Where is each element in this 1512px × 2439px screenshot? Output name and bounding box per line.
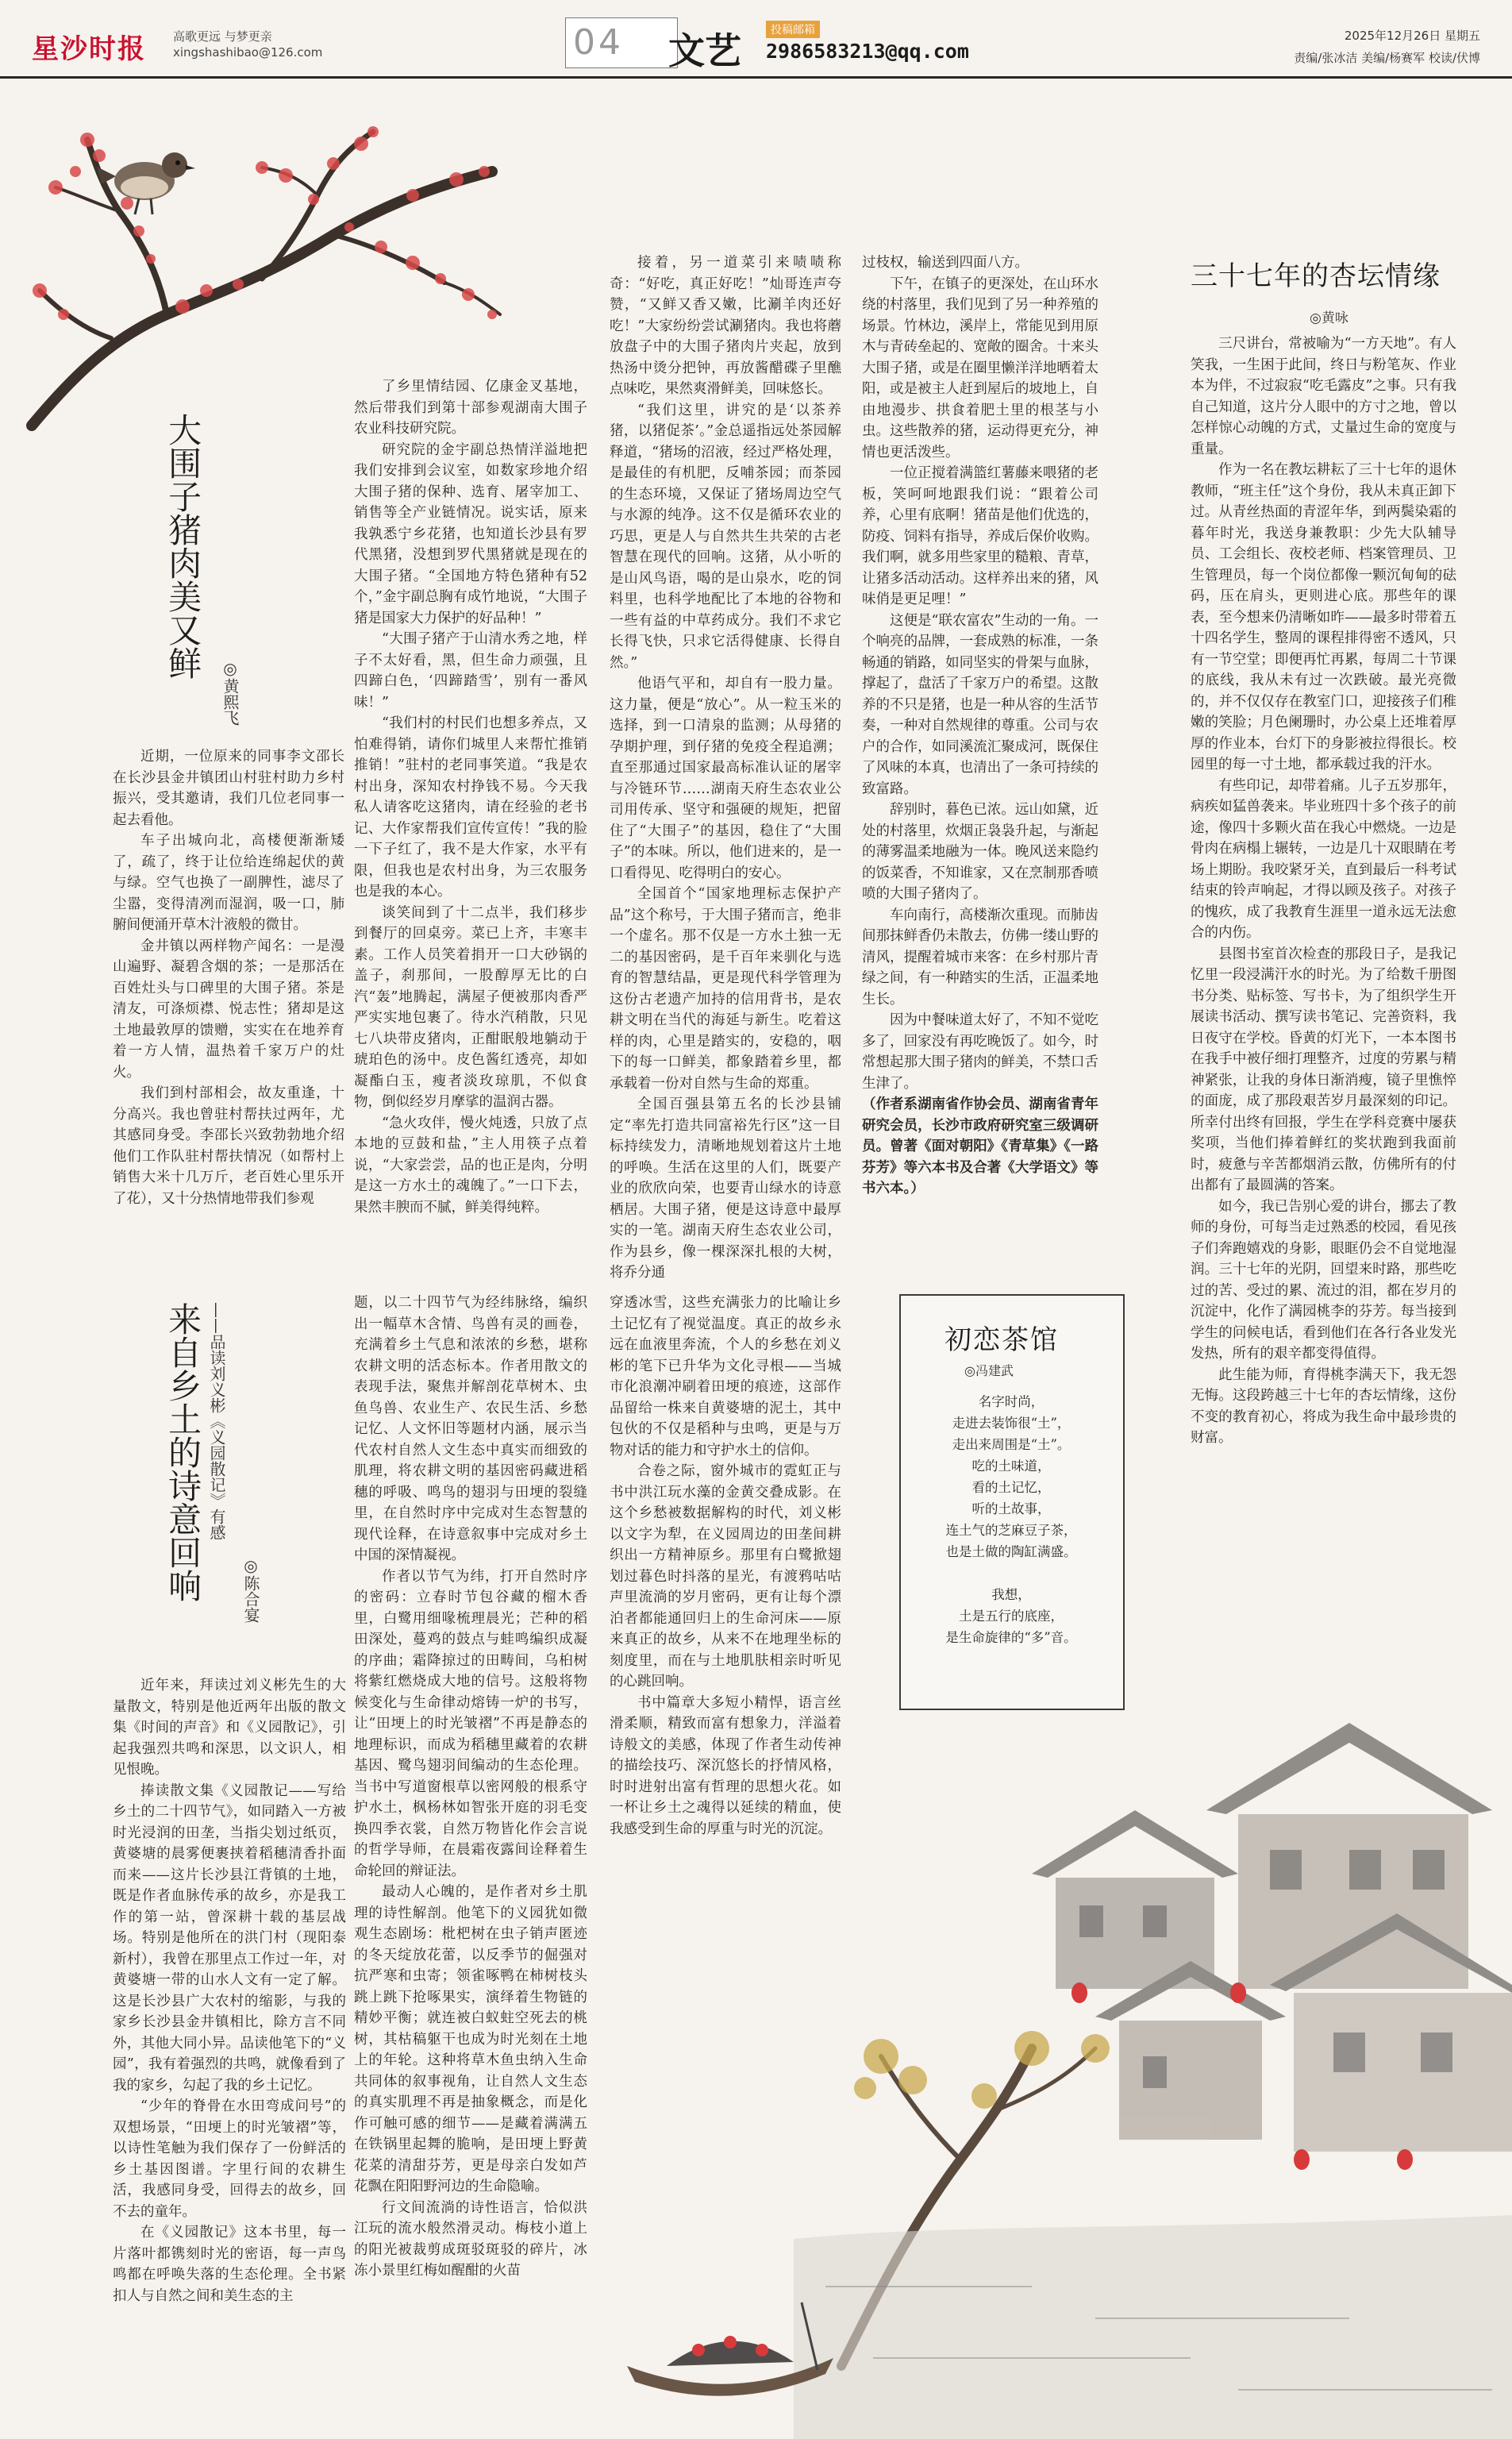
paragraph: 三尺讲台，常被喻为“一方天地”。有人笑我，一生困于此间，终日与粉笔灰、作业本为伴，不过寂寂“吃毛露皮”之事。只有我自己知道，这片分人眼中的方寸之地，曾以怎样惊心动魄的方式，丈量过生命的宽度与重量。	[1191, 336, 1456, 457]
article4-title: 初恋茶馆	[945, 1324, 1059, 1356]
issue-date: 2025年12月26日 星期五	[1344, 29, 1480, 43]
paragraph: 在《义园散记》这本书里，每一片落叶都镌刻时光的密语，每一声鸟鸣都在呼唤失落的生态伦理。全书紧扣人与自然之间和美生态的主	[113, 2225, 346, 2304]
section-name: 文艺	[668, 29, 741, 72]
poem-body	[913, 1391, 1110, 1648]
article1-column-3	[610, 252, 841, 1281]
article1-title: 大围子猪肉美又鲜	[164, 413, 203, 680]
poem-line: 也是土做的陶缸满盛。	[945, 1544, 1077, 1559]
paragraph: 因为中餐味道太好了，不知不觉吃多了，回家没有再吃晚饭了。如今，时常想起那大围子猪肉的鲜美，不禁口舌生津了。	[862, 1012, 1098, 1092]
paragraph: 接着，另一道菜引来啧啧称奇：“好吃，真正好吃！”灿哥连声夸赞，“又鲜又香又嫩，比涮羊肉还好吃！”大家纷纷尝试涮猪肉。我也将蘑放盘子中的大围子猪肉片夹起，放到热汤中烫分把钟，再放酱醋碟子里醮点味吃，果然爽滑鲜美，回味悠长。	[610, 255, 841, 397]
poem-line: 吃的土味道，	[971, 1458, 1051, 1474]
masthead-slogan	[173, 29, 322, 60]
newspaper-logo: 星沙时报	[32, 33, 146, 65]
paragraph: “我们村的村民们也想多养点，又怕难得销，请你们城里人来帮忙推销推销！”驻村的老同事笑道。“我是农村出身，深知农村挣钱不易。今天我私人请客吃这猪肉，请在经验的老书记、大作家帮我们宣传宣传！”我的脸一下子红了，我不是大作家，水平有限，但我也是农村出身，为三农服务也是我的本心。	[354, 715, 587, 900]
poem-line: 连土气的芝麻豆子茶，	[945, 1523, 1077, 1538]
paragraph: 全国首个“国家地理标志保护产品”这个称号，于大围子猪而言，绝非一个虚名。那不仅是一方水土独一无二的基因密码，是千百年来驯化与选育的智慧结晶，更是现代科学管理为这份古老遗产加持的信用背书，是农耕文明在当代的海延与新生。吃着这样的肉，心里是踏实的，安稳的，咽下的每一口鲜美，都象踏着乡里，都承载着一份对自然与生命的郑重。	[610, 886, 841, 1092]
paragraph: 最动人心魄的，是作者对乡土肌理的诗性解剖。他笔下的义园犹如微观生态剧场：枇杷树在虫子销声匿迹的冬天绽放花蕾，以反季节的倔强对抗严寒和虫寄；领雀啄鸭在柿树枝头跳上跳下抢啄果实，演绎着生物链的精妙平衡；就连被白蚁蛀空死去的桃树，其枯稿躯干也成为时光刻在土地上的年轮。这种将草木鱼虫纳入生命共同体的叙事视角，让自然人文生态的真实肌理不再是抽象概念，而是化作可触可感的细节——是藏着满满五在铁锅里起舞的脆响，是田埂上野黄花菜的清甜芬芳，更是母亲白发如芦花飘在阳阳野河边的生命隐喻。	[354, 1884, 587, 2194]
paragraph: 了乡里情结园、亿康金叉基地，然后带我们到第十部参观湖南大围子农业科技研究院。	[354, 379, 587, 437]
slogan-line: 高歌更远 与梦更亲	[173, 29, 272, 44]
paragraph: 他语气平和，却自有一股力量。这力量，便是“放心”。从一粒玉米的选择，到一口清泉的监测；从母猪的孕期护理，到仔猪的免疫全程追溯；直至那通过国家最高标准认证的屠宰与冷链环节……湖南天府生态农业公司用传承、坚守和强硬的规矩，把留住了“大围子”的基因，稳住了“大围子”的本味。所以，他们进来的，是一口看得见、吃得明白的安心。	[610, 676, 841, 881]
paragraph: 穿透冰雪，这些充满张力的比喻让乡土记忆有了视觉温度。真正的故乡永远在血液里奔流，个人的乡愁在刘义彬的笔下已升华为文化寻根——当城市化浪潮冲刷着田埂的痕迹，这部作品留给一株来自黄婆塘的泥土，其中包伙的不仅是稻种与虫鸣，更是与万物对话的能力和守护水土的信仰。	[610, 1295, 841, 1458]
article3-column-1	[113, 1675, 346, 2406]
author-bio: （作者系湖南省作协会员、湖南省青年研究会员，长沙市政府研究室三级调研员。曾著《面对朝阳》《青草集》《一路芬芳》等六本书及合著《大学语文》等书六本。）	[862, 1096, 1098, 1196]
article2-column	[1191, 333, 1456, 1850]
sparrow-bird-painting	[95, 135, 198, 222]
paragraph: 近年来，拜读过刘义彬先生的大量散文，特别是他近两年出版的散文集《时间的声音》和《义园散记》，引起我强烈共鸣和深思，以文识人，相见恨晚。	[113, 1678, 346, 1778]
poem-line: 走出来周围是“土”。	[952, 1437, 1071, 1452]
slogan-email: xingshashibao@126.com	[173, 45, 323, 60]
poem-line: 是生命旋律的“多”音。	[945, 1630, 1077, 1645]
paragraph: 近期，一位原来的同事李文邵长在长沙县金井镇团山村驻村助力乡村振兴，受其邀请，我们几位老同事一起去看他。	[113, 749, 344, 828]
paragraph: 辞别时，暮色已浓。远山如黛，近处的村落里，炊烟正袅袅升起，与渐起的薄雾温柔地融为一体。晚风送来隐约的饭菜香，不知谁家，又在烹制那香喷喷的大围子猪肉了。	[862, 802, 1098, 902]
submission-email: 2986583213@qq.com	[766, 40, 969, 63]
paragraph: “少年的脊骨在水田弯成问号”的双想场景，“田埂上的时光皱褶”等，以诗性笔触为我们保存了一份鲜活的乡土基因图谱。字里行间的农耕生活，我感同身受，回得去的故乡，回不去的童年。	[113, 2098, 346, 2220]
article3-subtitle: ——品读刘义彬《义园散记》有感	[207, 1302, 226, 1540]
article1-author: ◎黄熙飞	[221, 659, 240, 726]
paragraph: 县图书室首次检查的那段日子，是我记忆里一段浸满汗水的时光。为了给数千册图书分类、贴标签、写书卡，为了组织学生开展读书活动、撰写读书笔记、完善资料，我日夜守在学校。昏黄的灯光下，一本本图书在我手中被仔细打理整齐，过度的劳累与精神紧张，让我的身体日渐消瘦，镜子里憔悴的面庞，成了那段艰苦岁月最深刻的印记。所幸付出终有回报，学生在学科竞赛中屡获奖项，当他们捧着鲜红的奖状跑到我面前时，疲惫与辛苦都烟消云散，仿佛所有的付出都有了最圆满的答案。	[1191, 946, 1456, 1193]
paragraph: 合卷之际，窗外城市的霓虹正与书中洪江玩水藻的金黄交叠成影。在这个乡愁被数据解构的时代，刘义彬以文字为犁，在义园周边的田垄间耕织出一方精神原乡。那里有白鹭掀翅划过暮色时抖落的星光，有渡鸦咕咕声里流淌的岁月密码，更有让每个漂泊者都能通回归上的生命河床——原来真正的故乡，从来不在地理坐标的刻度里，而在与土地肌肤相亲时听见的心跳回响。	[610, 1463, 841, 1690]
paragraph: “急火攻伴，慢火炖透，只放了点本地的豆鼓和盐，”主人用筷子点着说，“大家尝尝，品的也正是肉，分明是这一方水土的魂魄了。”一口下去，果然丰腴而不腻，鲜美得纯粹。	[354, 1115, 587, 1216]
paragraph: 作者以节气为纬，打开自然时序的密码：立春时节包谷藏的榴木香里，白鹭用细喙梳理晨光；芒种的稻田深处，蔓鸡的鼓点与蛙鸣编织成凝的序曲；霜降掠过的田畴间，乌桕树将紫红燃烧成大地的信号。这般将物候变化与生命律动熔铸一炉的书写，让“田埂上的时光皱褶”不再是静态的地理标识，而成为稻穗里藏着的农耕基因、鹭鸟翅羽间编动的生态伦理。当书中写道窗根草以密网般的根系守护水土，枫杨林如智张开庭的羽毛变换四季衣裳，自然万物皆化作会言说的哲学导师，在晨霜夜露间诠释着生命轮回的辩证法。	[354, 1568, 587, 1879]
paragraph: 如今，我已告别心爱的讲台，挪去了教师的身份，可每当走过熟悉的校园，看见孩子们奔跑嬉戏的身影，眼眶仍会不自觉地湿润。三十七年的光阴，回望来时路，那些吃过的苦、受过的累、流过的泪，都在岁月的沉淀中，化作了满园桃李的芬芳。每当接到学生的问候电话，看到他们在各行各业发光发热，所有的艰辛都变得值得。	[1191, 1198, 1456, 1362]
boat-painting	[611, 2271, 849, 2414]
article3-title: 来自乡土的诗意回响	[164, 1302, 203, 1602]
paragraph: 研究院的金宇副总热情洋溢地把我们安排到会议室，如数家珍地介绍大围子猪的保种、选育、屠宰加工、销售等全产业链情况。说实话，原来我孰悉宁乡花猪，也知道长沙县有罗代黑猪，没想到罗代黑猪就是现在的大围子猪。“全国地方特色猪种有52个，”金宇副总胸有成竹地说，“大围子猪是国家大力保护的好品种！”	[354, 441, 587, 626]
poem-line: 走进去装饰很“土”，	[952, 1416, 1071, 1431]
poem-stanza-break	[913, 1562, 1110, 1584]
poem-line: 听的土故事，	[971, 1501, 1051, 1516]
paragraph: 下午，在镇子的更深处，在山环水绕的村落里，我们见到了另一种养殖的场景。竹林边，溪岸上，常能见到用原木与青砖垒起的、宽敞的圈舍。十来头大围子猪，或是在圈里懒洋洋地晒着太阳，或是被主人赶到屋后的坡地上，自由地漫步、拱食着肥土里的根茎与小虫。这些散养的猪，运动得更充分，神情也更活泼些。	[862, 275, 1098, 460]
paragraph: 过枝权，输送到四面八方。	[862, 255, 1029, 271]
paragraph: 这便是“联农富农”生动的一角。一个响亮的品牌，一套成熟的标准，一条畅通的销路，如同坚实的骨架与血脉，撑起了，盘活了千家万户的希望。这散养的不只是猪，也是一种从容的生活节奏，一种对自然规律的尊重。公司与农户的合作，如同溪流汇聚成河，既保住了风味的本真，也清出了一条可持续的致富路。	[862, 612, 1098, 797]
article3-author-name: 陈合宴	[241, 1575, 260, 1623]
article2-author-name: 黄咏	[1321, 310, 1348, 326]
article2-title: 三十七年的杏坛情缘	[1191, 260, 1441, 292]
poem-line: 名字时尚，	[978, 1394, 1045, 1409]
article3-author: ◎陈合宴	[241, 1556, 260, 1623]
submission-badge: 投稿邮箱	[766, 21, 820, 38]
paragraph: 题，以二十四节气为经纬脉络，编织出一幅草木含情、鸟兽有灵的画卷，充满着乡土气息和浓浓的乡愁，堪称农耕文明的活态标本。作者用散文的表现手法，聚焦并解剖花草树木、虫鱼鸟兽、农业生产、农民生活、乡愁记忆、人文怀旧等题材内涵，展示当代农村自然人文生态中真实而细致的肌理，将农耕文明的基因密码藏进稻穗的呼吸、鸣鸟的翅羽与田埂的裂缝里，在自然时序中完成对生态智慧的现代诠释，在诗意叙事中完成对乡土中国的深情凝视。	[354, 1295, 587, 1563]
article2-author: ◎黄咏	[1310, 310, 1348, 326]
paragraph: 有些印记，却带着痛。儿子五岁那年，病疾如猛兽袭来。毕业班四十多个孩子的前途，像四十多颗火苗在我心中燃烧。一边是骨肉在病榻上辗转，一边是几十双眼睛在考场上期盼。我咬紧牙关，直到最后一科考试结束的铃声响起，才得以顾及孩子。对孩子的愧疚，成了我教育生涯里一道永远无法愈合的内伤。	[1191, 777, 1456, 941]
page-number: 04	[573, 22, 624, 63]
paragraph: 车子出城向北，高楼便渐渐矮了，疏了，终于让位给连绵起伏的黄与绿。空气也换了一副脾性，滤尽了尘嚣，变得清冽而湿润，吸一口，肺腑间便涌开草木汁液般的微甘。	[113, 833, 344, 933]
poem-line: 土是五行的底座，	[959, 1609, 1064, 1624]
editor-credits: 责编/张冰洁 美编/杨赛军 校读/伏博	[1294, 51, 1480, 65]
article1-column-1	[113, 746, 344, 1223]
paragraph: 此生能为师，育得桃李满天下，我无怨无悔。这段跨越三十七年的杏坛情缘，这份不变的教育初心，将成为我生命中最珍贵的财富。	[1191, 1366, 1456, 1446]
article1-column-2	[354, 376, 587, 1223]
poem-line: 看的土记忆，	[971, 1480, 1051, 1495]
paragraph: “我们这里，讲究的是‘以茶养猪，以猪促茶’。”金总遥指远处茶园解释道，“猪场的沼液，经过严格处理，是最佳的有机肥，反哺茶园；而茶园的生态环境，又保证了猪场周边空气与水源的纯净。这不仅是循环农业的巧思，更是人与自然共生共荣的古老智慧在现代的回响。这猪，从小听的是山风鸟语，喝的是山泉水，吃的饲料里，也科学地配比了本地的谷物和一些有益的中草药成分。我们不求它长得飞快，只求它活得健康、长得自然。”	[610, 402, 841, 671]
paragraph: 谈笑间到了十二点半，我们移步到餐厅的回桌旁。菜已上齐，丰寒丰素。工作人员笑着捐开一口大砂锅的盖子，刹那间，一股醇厚无比的白汽“轰”地腾起，满屋子便被那肉香严严实实地包裹了。待水汽稍散，只见七八块带皮猪肉，正酣眠般地躺动于琥珀色的汤中。皮色酱红透亮，却如凝酯白玉，瘦者淡玫琼肌，不似食物，倒似经岁月摩挲的温润古器。	[354, 904, 587, 1110]
article3-column-2	[354, 1293, 587, 2406]
paragraph: 书中篇章大多短小精悍，语言丝滑柔顺，精致而富有想象力，洋溢着诗般文的美感，体现了作者生动传神的描绘技巧、深沉悠长的抒情风格，时时进射出富有哲理的思想火花。如一杯让乡土之魂得以延续的精血，使我感受到生命的厚重与时光的沉淀。	[610, 1694, 841, 1837]
paragraph: 捧读散文集《义园散记——写给乡土的二十四节气》，如同踏入一方被时光浸润的田垄，当指尖划过纸页，黄婆塘的晨雾便裹挟着稻穗清香扑面而来——这片长沙县江背镇的土地，既是作者血脉传承的故乡，亦是我工作的第一站，曾深耕十载的基层战场。特别是他所在的洪门村（现阳泰新村），我曾在那里点工作过一年，对黄婆塘一带的山水人文有一定了解。这是长沙县广大农村的缩影，与我的家乡长沙县金井镇相比，除方言不同外，其他大同小异。品读他笔下的“义园”，我有着强烈的共鸣，就像看到了我的家乡，勾起了我的乡土记忆。	[113, 1782, 346, 2094]
article1-author-name: 黄熙飞	[221, 678, 240, 726]
paragraph: 金井镇以两样物产闻名：一是漫山遍野、凝碧含烟的茶；一是那活在百姓灶头与口碑里的大围子猪。茶是清友，可涤烦襟、悦志性；猪却是这土地最敦厚的馈赠，实实在在地养育着一方人情，温热着千家万户的灶火。	[113, 938, 344, 1081]
paragraph: 车向南行，高楼渐次重现。而肺齿间那抹鲜香仍未散去，仿佛一缕山野的清风，提醒着城市来客：在乡村那片青绿之间，有一种踏实的生活，正温柔地生长。	[862, 907, 1098, 1008]
article3-column-3	[610, 1293, 841, 2079]
article4-author-name: 冯建武	[975, 1363, 1014, 1378]
paragraph: 一位正搅着满篮红薯藤来喂猪的老板，笑呵呵地跟我们说：“跟着公司养，心里有底啊！猪苗是他们优选的，防疫、饲料有指导，养成后保价收购。我们啊，就多用些家里的糙粮、青草，让猪多活动活动。这样养出来的猪，风味俏是更足哩！”	[862, 465, 1098, 607]
article1-column-4	[862, 252, 1098, 1245]
article4-author: ◎冯建武	[964, 1363, 1014, 1378]
poem-line: 我想，	[991, 1587, 1031, 1602]
paragraph: 作为一名在教坛耕耘了三十七年的退休教师，“班主任”这个身份，我从未真正卸下过。从青丝热面的青涩年华，到两鬓染霜的暮年时光，我送身兼教职：少先大队辅导员、工会组长、夜校老师、档案管理员、卫生管理员，每一个岗位都像一颗沉甸甸的砝码，压在肩头，更则进心底。那些年的课表，至今想来仍清晰如昨——最多时带着五十四名学生，整周的课程排得密不透风，只有一节空堂；即便再忙再累，每周二十节课的底线，我从未有过一次跌破。最光亮微的，并不仅仅存在教室门口，迎接孩子们稚嫩的笑脸；月色阑珊时，办公桌上还堆着厚厚的作业本，台灯下的身影被拉得很长。校园里的每一寸土地，都承载过我的汗水。	[1191, 462, 1456, 773]
masthead	[0, 0, 1512, 79]
paragraph: 全国百强县第五名的长沙县铺定“率先打造共同富裕先行区”这一目标持续发力，清晰地规划着这片土地的呼唤。生活在这里的人们，既要产业的欣欣向荣，也要青山绿水的诗意栖居。大围子猪，便是这诗意中最厚实的一笔。湖南天府生态农业公司，作为县乡，像一棵深深扎根的大树，将乔分通	[610, 1096, 841, 1281]
paragraph: 我们到村部相会，故友重逢，十分高兴。我也曾驻村帮扶过两年，尤其感同身受。李邵长兴致勃勃地介绍他们工作队驻村帮扶情况（如帮村上销售大米十几万斤，老百姓心里乐开了花），又十分热情地带我们参观	[113, 1085, 344, 1207]
paragraph: 行文间流淌的诗性语言，恰似洪江玩的流水般然滑灵动。梅枝小道上的阳光被裁剪成斑驳斑驳的碎片，冰冻小景里红梅如醒酣的火苗	[354, 2199, 587, 2279]
paragraph: “大围子猪产于山清水秀之地，样子不太好看，黑，但生命力顽强，且四蹄白色，‘四蹄踏雪’，别有一番风味！”	[354, 631, 587, 711]
